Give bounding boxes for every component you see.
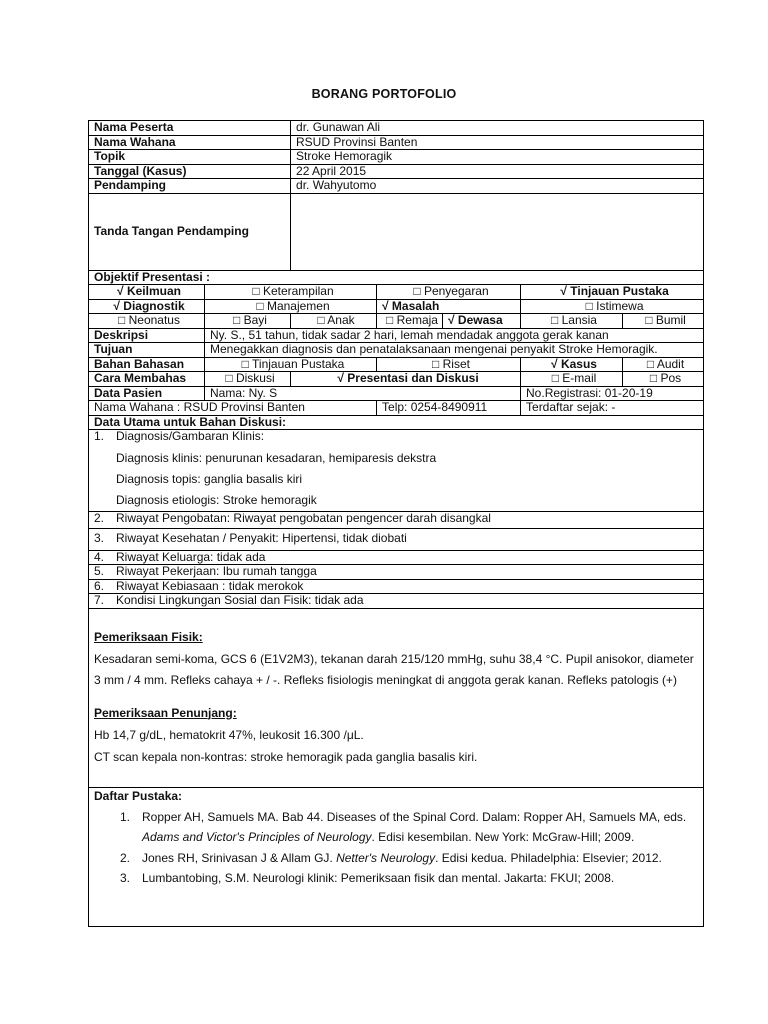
reference-part: Jones RH, Srinivasan J & Allam GJ. [142, 850, 337, 865]
item-num: 7. [94, 593, 105, 607]
opt-manajemen: □ Manajemen [205, 299, 377, 314]
diagnosis-block [89, 430, 704, 512]
document-title: BORANG PORTOFOLIO [311, 87, 457, 101]
reference-num: 2. [119, 850, 130, 865]
diagnosis-head [94, 430, 703, 444]
row-objektif-label [89, 270, 704, 285]
label-bahan-bahasan: Bahan Bahasan [89, 357, 205, 372]
reference-text [142, 807, 697, 848]
reference-num: 1. [119, 809, 130, 824]
row-item-2 [89, 511, 704, 528]
opt-keterampilan: □ Keterampilan [205, 285, 377, 300]
item-text: Riwayat Pengobatan: Riwayat pengobatan pengencer darah disangkal [116, 511, 491, 525]
item-text: Riwayat Kesehatan / Penyakit: Hipertensi, tidak diobati [116, 531, 407, 546]
pustaka-block [89, 787, 704, 926]
opt-istimewa: □ Istimewa [521, 299, 704, 314]
reference-part: Lumbantobing, S.M. Neurologi klinik: Pemeriksaan fisik dan mental. Jakarta: FKUI; 2008. [142, 871, 615, 885]
reference-num: 3. [119, 871, 130, 885]
item-num: 2. [94, 511, 105, 525]
opt-remaja: □ Remaja [377, 314, 443, 329]
row-item-4 [89, 550, 704, 565]
reference-part: . Edisi kesembilan. New York: McGraw-Hill; 2009. [371, 830, 635, 844]
row-daftar-pustaka [89, 787, 704, 926]
value-telp: Telp: 0254-8490911 [377, 401, 521, 416]
label-nama-peserta: Nama Peserta [89, 121, 291, 136]
heading-pemeriksaan-penunjang: Pemeriksaan Penunjang: [94, 705, 237, 720]
heading-pemeriksaan-fisik: Pemeriksaan Fisik: [94, 629, 203, 644]
list-item [89, 528, 704, 550]
row-tanggal [89, 164, 704, 179]
label-data-pasien: Data Pasien [89, 386, 205, 401]
row-item-5 [89, 565, 704, 580]
label-tujuan: Tujuan [89, 343, 205, 358]
value-registrasi: No.Registrasi: 01-20-19 [521, 386, 704, 401]
text-lab: Hb 14,7 g/dL, hematokrit 47%, leukosit 16.300 /μL. [94, 727, 364, 742]
portfolio-form-table [88, 120, 704, 927]
opt-penyegaran: □ Penyegaran [377, 285, 521, 300]
item-text: Riwayat Pekerjaan: Ibu rumah tangga [116, 564, 317, 578]
row-pemeriksaan [89, 608, 704, 787]
diagnosis-head-text: Diagnosis/Gambaran Klinis: [116, 429, 265, 443]
reference-item [94, 807, 697, 848]
list-item [89, 511, 704, 528]
opt-bumil: □ Bumil [623, 314, 704, 329]
text-ct-scan: CT scan kepala non-kontras: stroke hemoragik pada ganglia basalis kiri. [94, 749, 478, 764]
row-tanda-tangan [89, 193, 704, 270]
label-tanggal: Tanggal (Kasus) [89, 164, 291, 179]
item-num: 4. [94, 550, 105, 564]
list-item [89, 594, 704, 609]
row-wahana-telp [89, 401, 704, 416]
item-text: Riwayat Keluarga: tidak ada [116, 550, 266, 564]
reference-part: Ropper AH, Samuels MA. Bab 44. Diseases of the Spinal Cord. Dalam: Ropper AH, Samuels MA, eds. [142, 809, 687, 824]
label-cara-membahas: Cara Membahas [89, 372, 205, 387]
value-terdaftar: Terdaftar sejak: - [521, 401, 704, 416]
diagnosis-num: 1. [94, 429, 105, 443]
label-objektif: Objektif Presentasi : [89, 270, 704, 285]
row-item-6 [89, 579, 704, 594]
value-pendamping: dr. Wahyutomo [291, 179, 704, 194]
row-bahan-bahasan [89, 357, 704, 372]
opt-lansia: □ Lansia [521, 314, 623, 329]
label-deskripsi: Deskripsi [89, 328, 205, 343]
value-nama-peserta: dr. Gunawan Ali [291, 121, 704, 136]
reference-title: Adams and Victor's Principles of Neurology [142, 830, 372, 844]
value-nama-pasien: Nama: Ny. S [205, 386, 521, 401]
reference-text [142, 868, 697, 889]
value-nama-wahana: RSUD Provinsi Banten [291, 135, 704, 150]
item-text: Kondisi Lingkungan Sosial dan Fisik: tidak ada [116, 593, 364, 607]
row-deskripsi [89, 328, 704, 343]
row-data-pasien [89, 386, 704, 401]
item-num: 5. [94, 564, 105, 578]
opt-neonatus: □ Neonatus [89, 314, 205, 329]
list-item [89, 550, 704, 565]
label-pendamping: Pendamping [89, 179, 291, 194]
reference-item [94, 868, 697, 889]
row-nama-wahana [89, 135, 704, 150]
row-data-utama [89, 415, 704, 430]
opt-keilmuan: √ Keilmuan [89, 285, 205, 300]
opt-diagnostik: √ Diagnostik [89, 299, 205, 314]
value-topik: Stroke Hemoragik [291, 150, 704, 165]
row-tujuan [89, 343, 704, 358]
row-objektif-2 [89, 299, 704, 314]
opt-dewasa: √ Dewasa [443, 314, 521, 329]
value-pasien-wahana: Nama Wahana : RSUD Provinsi Banten [89, 401, 377, 416]
row-diagnosis [89, 430, 704, 512]
reference-text [142, 848, 697, 869]
row-topik [89, 150, 704, 165]
opt-cara-pos: □ Pos [623, 372, 704, 387]
opt-cara-email: □ E-mail [521, 372, 623, 387]
item-text: Riwayat Kebiasaan : tidak merokok [116, 579, 304, 593]
row-nama-peserta [89, 121, 704, 136]
diagnosis-klinis: Diagnosis klinis: penurunan kesadaran, hemiparesis dekstra [116, 450, 437, 465]
opt-bayi: □ Bayi [205, 314, 291, 329]
opt-anak: □ Anak [291, 314, 377, 329]
reference-part: . Edisi kedua. Philadelphia: Elsevier; 2012. [435, 850, 662, 865]
row-item-7 [89, 594, 704, 609]
row-objektif-3 [89, 314, 704, 329]
list-item [89, 565, 704, 580]
opt-bahan-riset: □ Riset [377, 357, 521, 372]
diagnosis-etiologis: Diagnosis etiologis: Stroke hemoragik [116, 492, 317, 507]
heading-daftar-pustaka: Daftar Pustaka: [94, 788, 183, 803]
item-num: 3. [94, 531, 105, 546]
row-objektif-1 [89, 285, 704, 300]
opt-bahan-kasus: √ Kasus [521, 357, 623, 372]
row-item-3 [89, 528, 704, 550]
text-pemeriksaan-fisik: Kesadaran semi-koma, GCS 6 (E1V2M3), tekanan darah 215/120 mmHg, suhu 38,4 °C. Pupil anisokor, diameter 3 mm / 4 mm. Refleks cahaya + / -. Refleks fisiologis meningkat di anggota gerak kanan. Refleks patologis (+) [94, 651, 694, 687]
reference-title: Netter's Neurology [336, 850, 436, 865]
opt-masalah: √ Masalah [377, 299, 521, 314]
item-num: 6. [94, 579, 105, 593]
opt-cara-diskusi: □ Diskusi [205, 372, 291, 387]
row-pendamping [89, 179, 704, 194]
reference-item [94, 848, 697, 869]
opt-tinjauan-pustaka: √ Tinjauan Pustaka [521, 285, 704, 300]
label-topik: Topik [89, 150, 291, 165]
diagnosis-topis: Diagnosis topis: ganglia basalis kiri [116, 471, 303, 486]
value-tanggal: 22 April 2015 [291, 164, 704, 179]
opt-bahan-tinjauan: □ Tinjauan Pustaka [205, 357, 377, 372]
list-item [89, 579, 704, 594]
label-data-utama: Data Utama untuk Bahan Diskusi: [89, 415, 704, 430]
row-cara-membahas [89, 372, 704, 387]
pemeriksaan-block [89, 608, 704, 787]
opt-cara-presentasi: √ Presentasi dan Diskusi [291, 372, 521, 387]
value-deskripsi: Ny. S., 51 tahun, tidak sadar 2 hari, lemah mendadak anggota gerak kanan [205, 328, 704, 343]
label-nama-wahana: Nama Wahana [89, 135, 291, 150]
signature-box [291, 193, 704, 270]
opt-bahan-audit: □ Audit [623, 357, 704, 372]
value-tujuan: Menegakkan diagnosis dan penatalaksanaan mengenai penyakit Stroke Hemoragik. [205, 343, 704, 358]
label-tanda-tangan: Tanda Tangan Pendamping [89, 193, 291, 270]
